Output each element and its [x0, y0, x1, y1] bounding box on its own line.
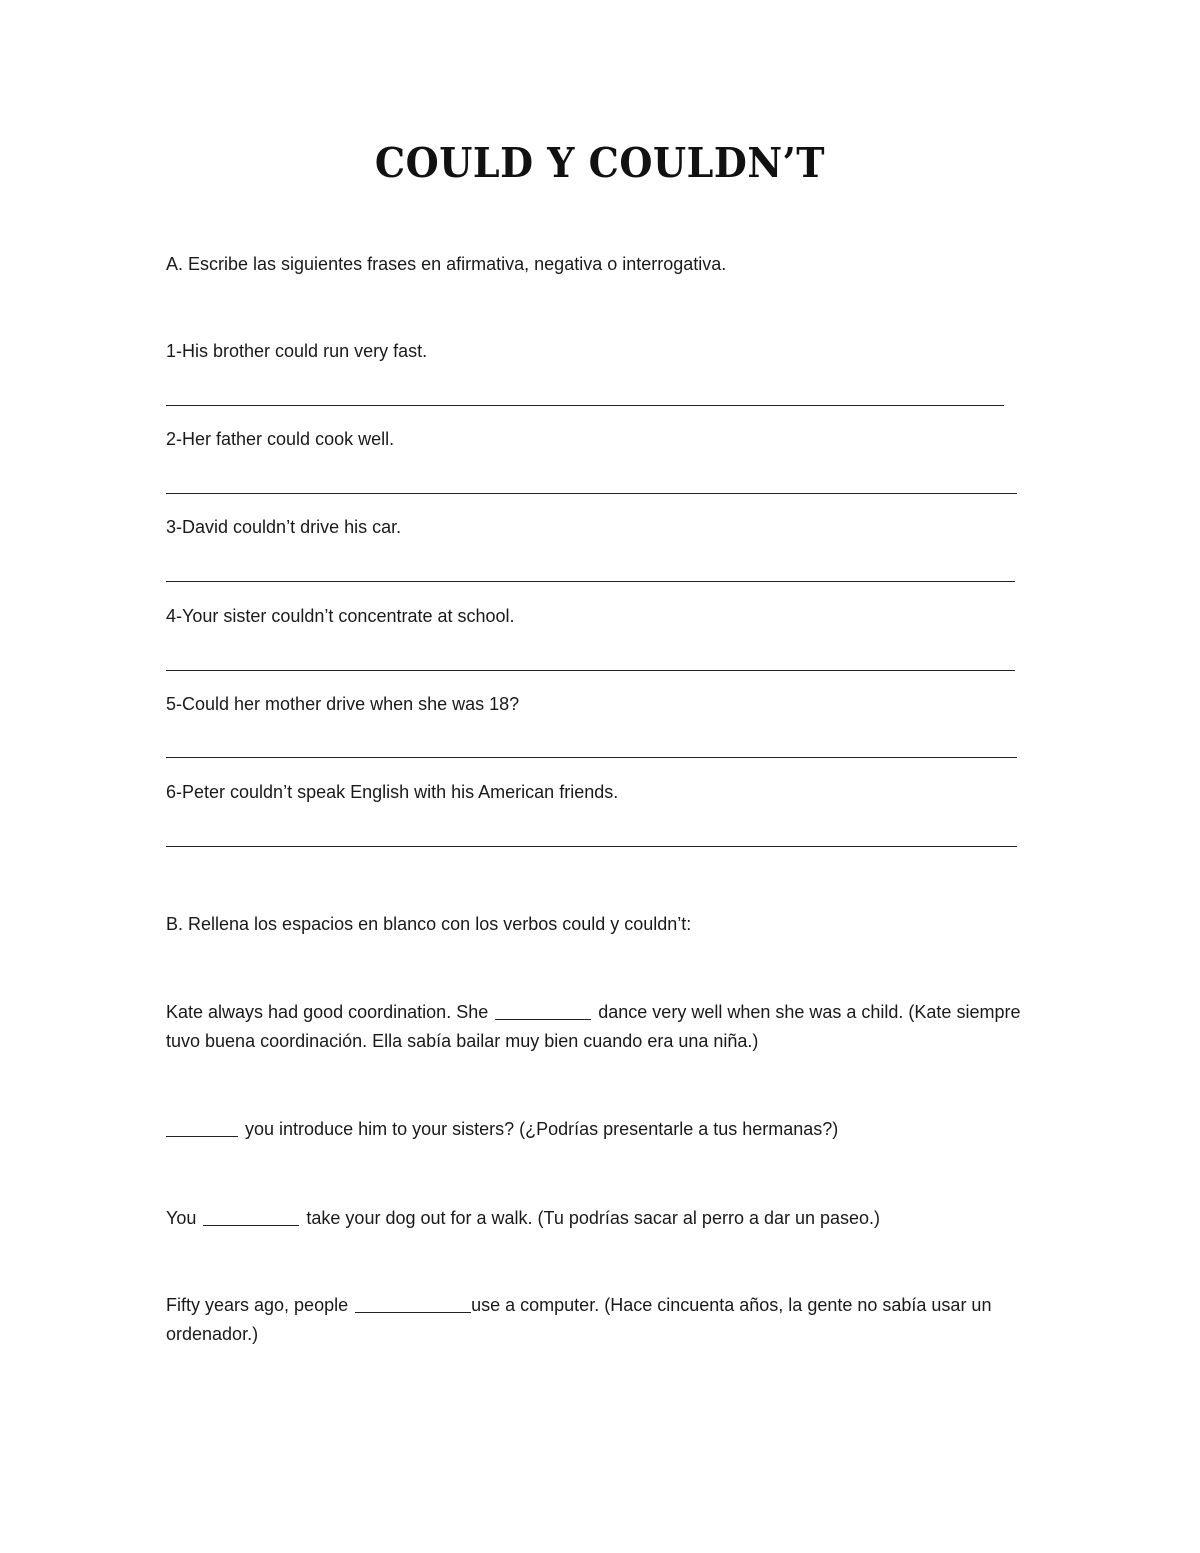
exercise-b-item-3-after: take your dog out for a walk. (Tu podrías sacar al perro a dar un paseo.) [306, 1208, 881, 1228]
fill-in-blank-1[interactable] [495, 1001, 591, 1020]
answer-line-2[interactable] [166, 493, 1017, 494]
exercise-b-item-1 [166, 998, 1026, 1056]
answer-line-5[interactable] [166, 757, 1017, 758]
exercise-b-item-4-after: use a computer. (Hace cincuenta años, la gente no sabía usar un ordenador.) [166, 1295, 992, 1344]
section-b-instruction: B. Rellena los espacios en blanco con los verbos could y couldn’t: [166, 914, 692, 934]
fill-in-blank-4[interactable] [355, 1294, 471, 1313]
answer-line-4[interactable] [166, 670, 1015, 671]
fill-in-blank-3[interactable] [203, 1207, 299, 1226]
answer-line-3[interactable] [166, 581, 1015, 582]
section-a-instruction: A. Escribe las siguientes frases en afirmativa, negativa o interrogativa. [166, 254, 727, 274]
exercise-b-item-1-after: dance very well when she was a child. (Kate siempre tuvo buena coordinación. Ella sabía bailar muy bien cuando era una niña.) [166, 1002, 1021, 1051]
exercise-b-item-2 [166, 1115, 1026, 1144]
exercise-a-item-3: 3-David couldn’t drive his car. [166, 517, 402, 537]
exercise-b-item-1-before: Kate always had good coordination. She [166, 1002, 489, 1022]
exercise-b-item-3-before: You [166, 1208, 197, 1228]
exercise-a-item-5: 5-Could her mother drive when she was 18? [166, 694, 520, 714]
page-title: COULD Y COULDN’T [374, 138, 826, 187]
exercise-a-item-1: 1-His brother could run very fast. [166, 341, 428, 361]
answer-line-1[interactable] [166, 405, 1004, 406]
exercise-b-item-4 [166, 1291, 1026, 1349]
exercise-a-item-6: 6-Peter couldn’t speak English with his American friends. [166, 782, 619, 802]
answer-line-6[interactable] [166, 846, 1017, 847]
exercise-b-item-4-before: Fifty years ago, people [166, 1295, 349, 1315]
exercise-b-item-2-after: you introduce him to your sisters? (¿Podrías presentarle a tus hermanas?) [245, 1119, 839, 1139]
exercise-b-item-3 [166, 1204, 1026, 1233]
exercise-a-item-4: 4-Your sister couldn’t concentrate at school. [166, 606, 515, 626]
exercise-a-item-2: 2-Her father could cook well. [166, 429, 395, 449]
fill-in-blank-2[interactable] [166, 1118, 238, 1137]
